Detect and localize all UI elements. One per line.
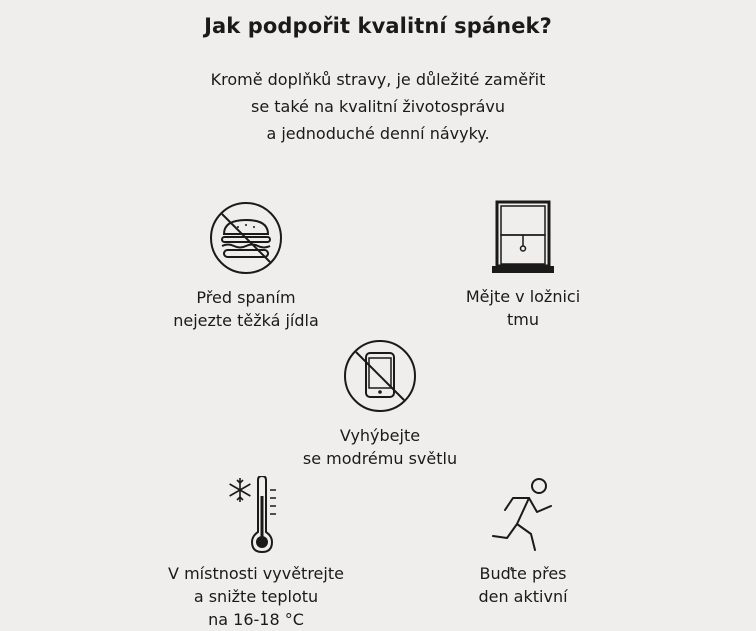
snowflake-icon — [230, 478, 251, 502]
page-title: Jak podpořit kvalitní spánek? — [204, 14, 552, 38]
window-blind-icon — [491, 200, 555, 276]
tip-label: Vyhýbejte se modrému světlu — [302, 426, 458, 468]
tip-blue-light — [280, 338, 480, 470]
intro-line: se také na kvalitní životosprávu — [250, 97, 506, 116]
running-person-icon — [487, 476, 559, 554]
tip-room-temperature — [136, 476, 376, 631]
tip-heavy-food — [146, 200, 346, 332]
intro-line: Kromě doplňků stravy, je důležité zaměřit — [210, 70, 546, 89]
intro-text — [0, 66, 756, 147]
tip-label: Před spaním nejezte těžká jídla — [173, 288, 319, 330]
no-burger-icon — [208, 200, 284, 276]
tip-label: Mějte v ložnici tmu — [465, 287, 581, 329]
tip-be-active — [423, 476, 623, 608]
tip-label: Buďte přes den aktivní — [478, 564, 568, 606]
tip-dark-bedroom — [423, 200, 623, 331]
no-phone-icon — [342, 338, 418, 414]
intro-line: a jednoduché denní návyky. — [266, 124, 490, 143]
tip-label: V místnosti vyvětrejte a snižte teplotu na 16-18 °C — [168, 564, 344, 629]
thermometer-snowflake-icon — [226, 476, 286, 554]
